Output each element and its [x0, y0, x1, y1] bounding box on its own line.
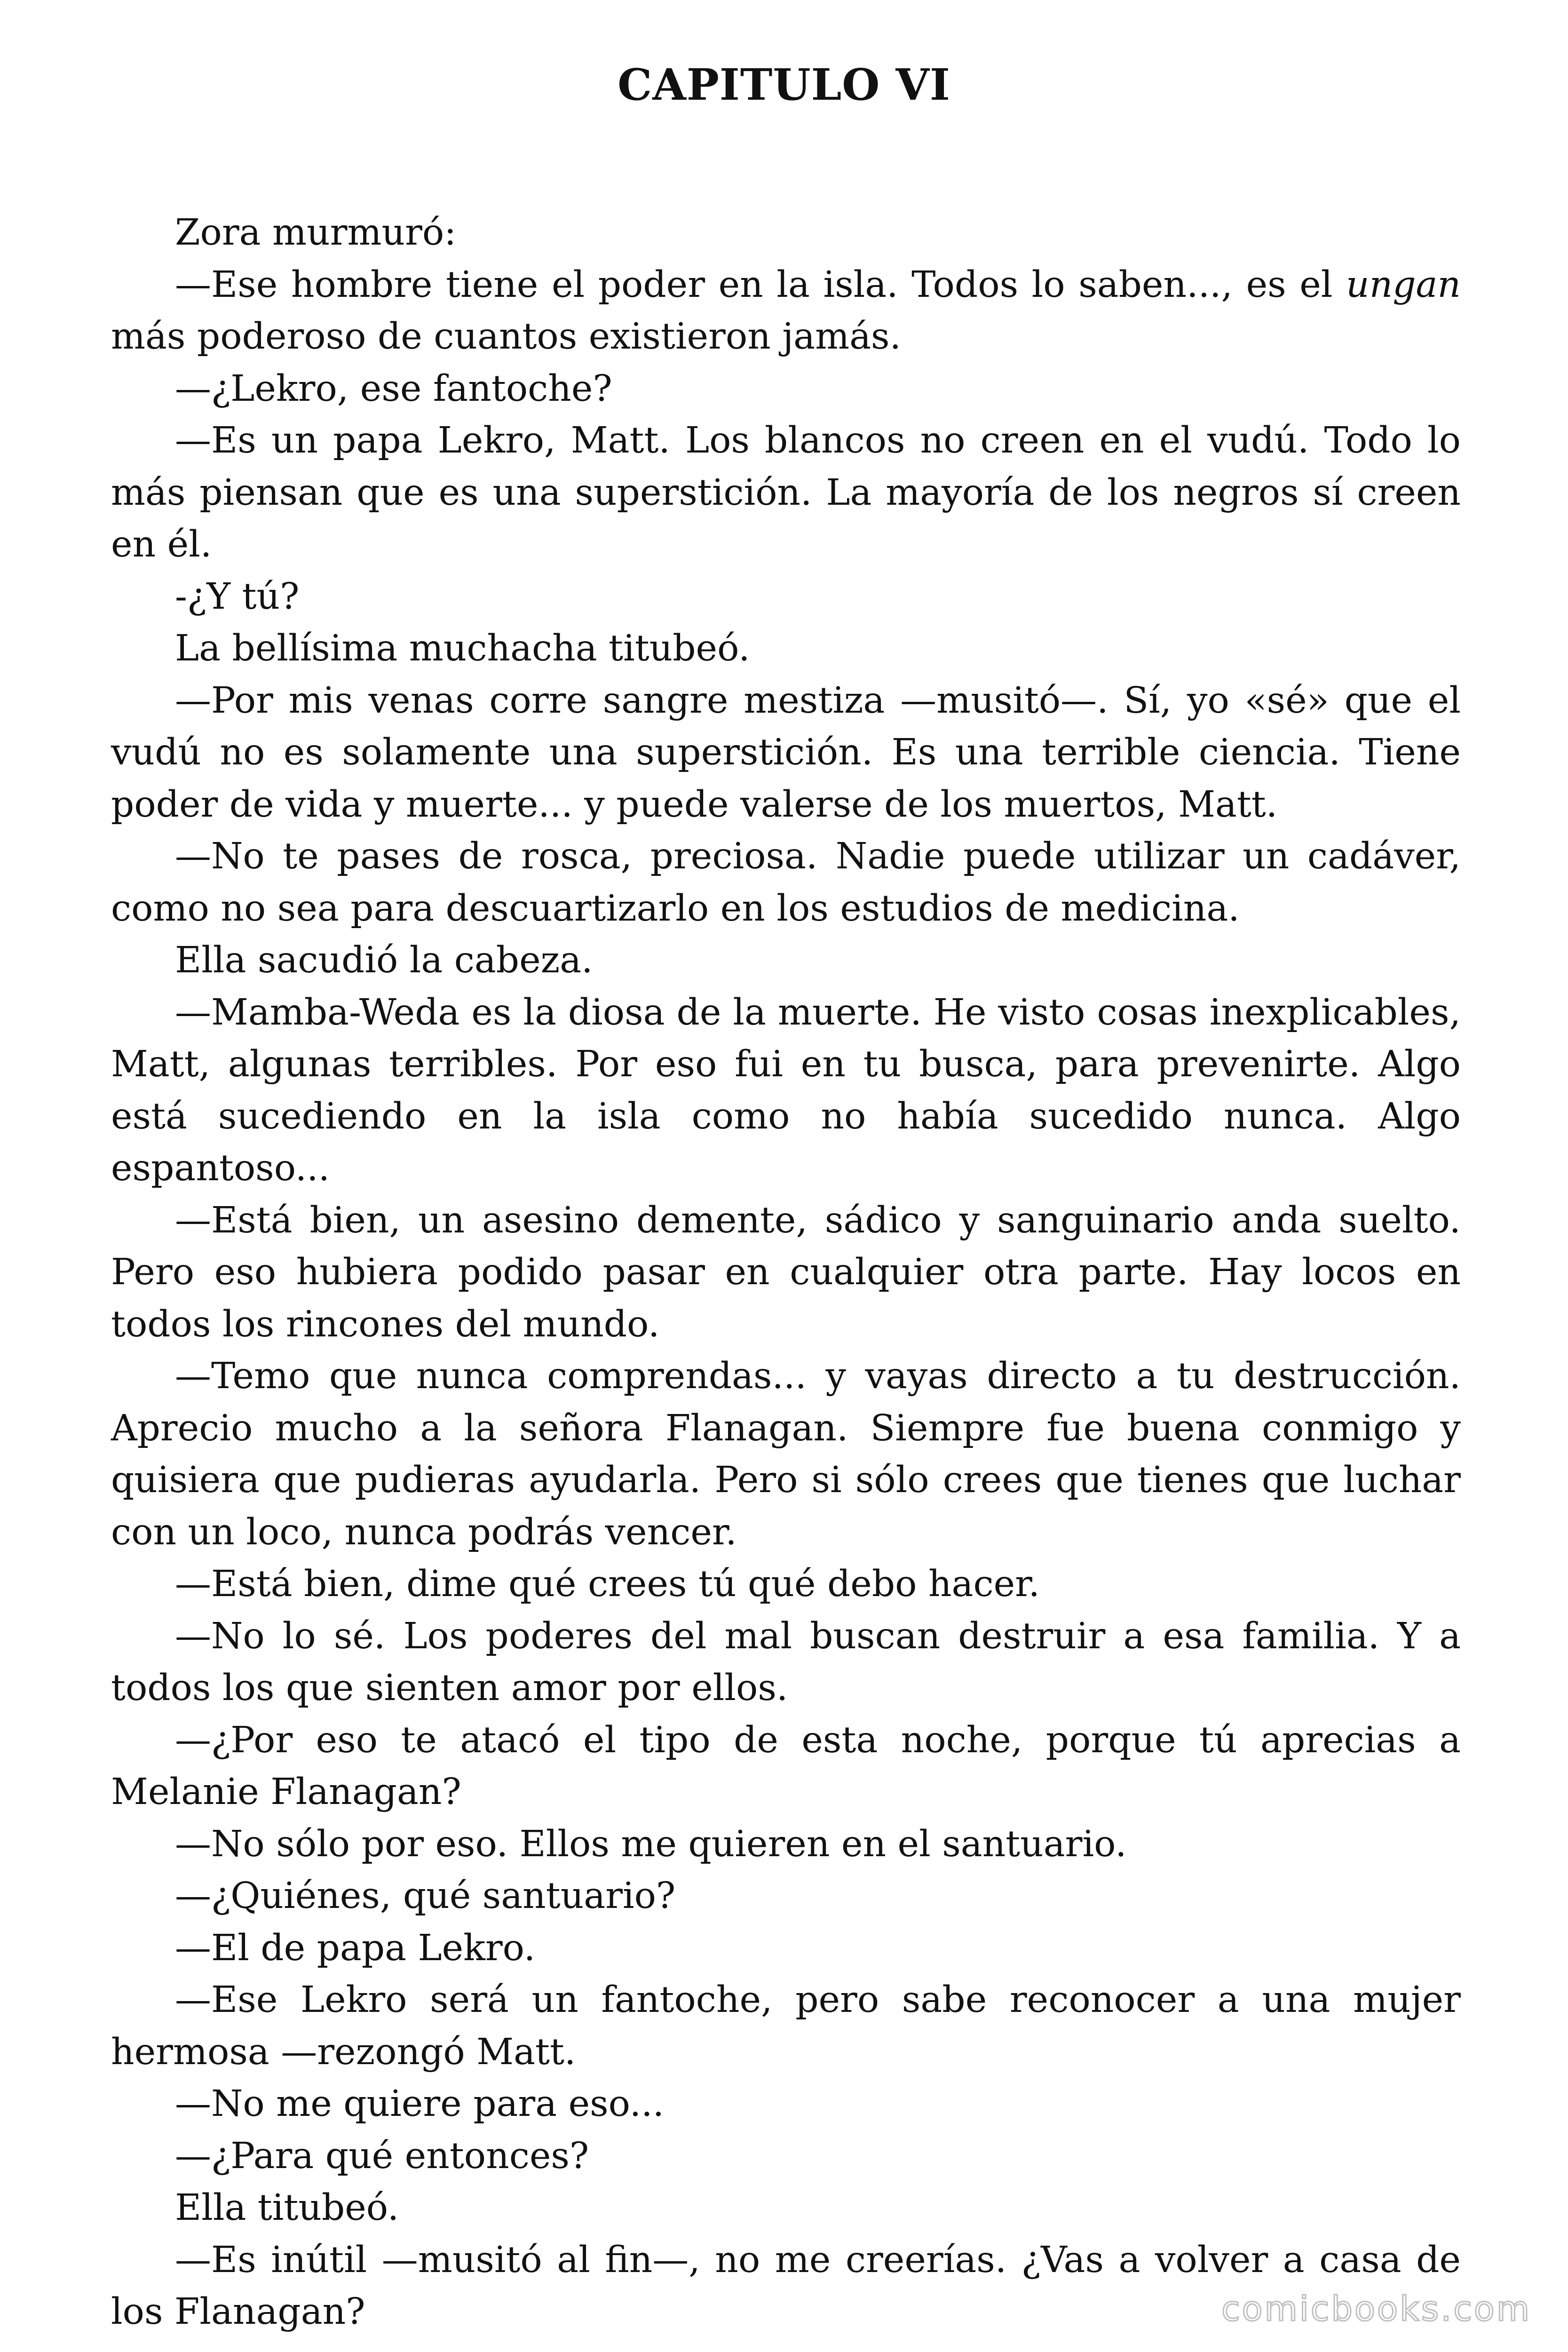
chapter-body — [111, 207, 1461, 2338]
paragraph: —¿Por eso te atacó el tipo de esta noche, porque tú aprecias a Melanie Flanagan? — [111, 1719, 1461, 1813]
paragraph-with-italic — [111, 259, 1461, 363]
italic-word: ungan — [1346, 263, 1461, 306]
paragraph: —No me quiere para eso... — [175, 2083, 665, 2125]
paragraph: —Por mis venas corre sangre mestiza —musitó—. Sí, yo «sé» que el vudú no es solamente una superstición. Es una terrible ciencia. Tiene poder de vida y muerte... y puede valerse de los muertos, Matt. — [111, 679, 1461, 826]
watermark-logo: comicbooks.com — [1221, 2289, 1531, 2328]
paragraph: -¿Y tú? — [175, 575, 300, 618]
paragraph-part: más poderoso de cuantos existieron jamás. — [111, 316, 901, 358]
paragraph: —Ese Lekro será un fantoche, pero sabe reconocer a una mujer hermosa —rezongó Matt. — [111, 1979, 1461, 2073]
paragraph: —¿Lekro, ese fantoche? — [175, 367, 612, 410]
paragraph: —Es un papa Lekro, Matt. Los blancos no creen en el vudú. Todo lo más piensan que es una superstición. La mayoría de los negros sí creen en él. — [111, 420, 1461, 565]
paragraph: —¿Quiénes, qué santuario? — [175, 1875, 676, 1917]
paragraph: —Es inútil —musitó al fin—, no me creerías. ¿Vas a volver a casa de los Flanagan? — [111, 2239, 1461, 2333]
paragraph: —El de papa Lekro. — [175, 1927, 536, 1969]
paragraph: —No sólo por eso. Ellos me quieren en el santuario. — [175, 1823, 1127, 1865]
paragraph-part: —Ese hombre tiene el poder en la isla. Todos lo saben..., es el — [175, 263, 1346, 306]
paragraph: —¿Para qué entonces? — [175, 2135, 589, 2177]
paragraph: —Mamba-Weda es la diosa de la muerte. He visto cosas inexplicables, Matt, algunas terribles. Por eso fui en tu busca, para prevenirte. Algo está sucediendo en la isla como no había sucedido nunca. Algo espantoso... — [111, 991, 1461, 1189]
paragraph: Ella titubeó. — [175, 2187, 399, 2229]
paragraph: La bellísima muchacha titubeó. — [175, 628, 750, 669]
chapter-title: CAPITULO VI — [618, 59, 950, 110]
paragraph: —Temo que nunca comprendas... y vayas directo a tu destrucción. Aprecio mucho a la señora Flanagan. Siempre fue buena conmigo y quisiera que pudieras ayudarla. Pero si sólo crees que tienes que luchar con un loco, nunca podrás vencer. — [111, 1355, 1461, 1553]
paragraph: Zora murmuró: — [175, 212, 457, 254]
paragraph: —No te pases de rosca, preciosa. Nadie puede utilizar un cadáver, como no sea para descuartizarlo en los estudios de medicina. — [111, 835, 1461, 930]
paragraph: —No lo sé. Los poderes del mal buscan destruir a esa familia. Y a todos los que sienten amor por ellos. — [111, 1615, 1461, 1709]
paragraph: —Está bien, un asesino demente, sádico y sanguinario anda suelto. Pero eso hubiera podido pasar en cualquier otra parte. Hay locos en todos los rincones del mundo. — [111, 1199, 1461, 1345]
paragraph: Ella sacudió la cabeza. — [175, 939, 593, 981]
paragraph: —Está bien, dime qué crees tú qué debo hacer. — [175, 1563, 1040, 1605]
